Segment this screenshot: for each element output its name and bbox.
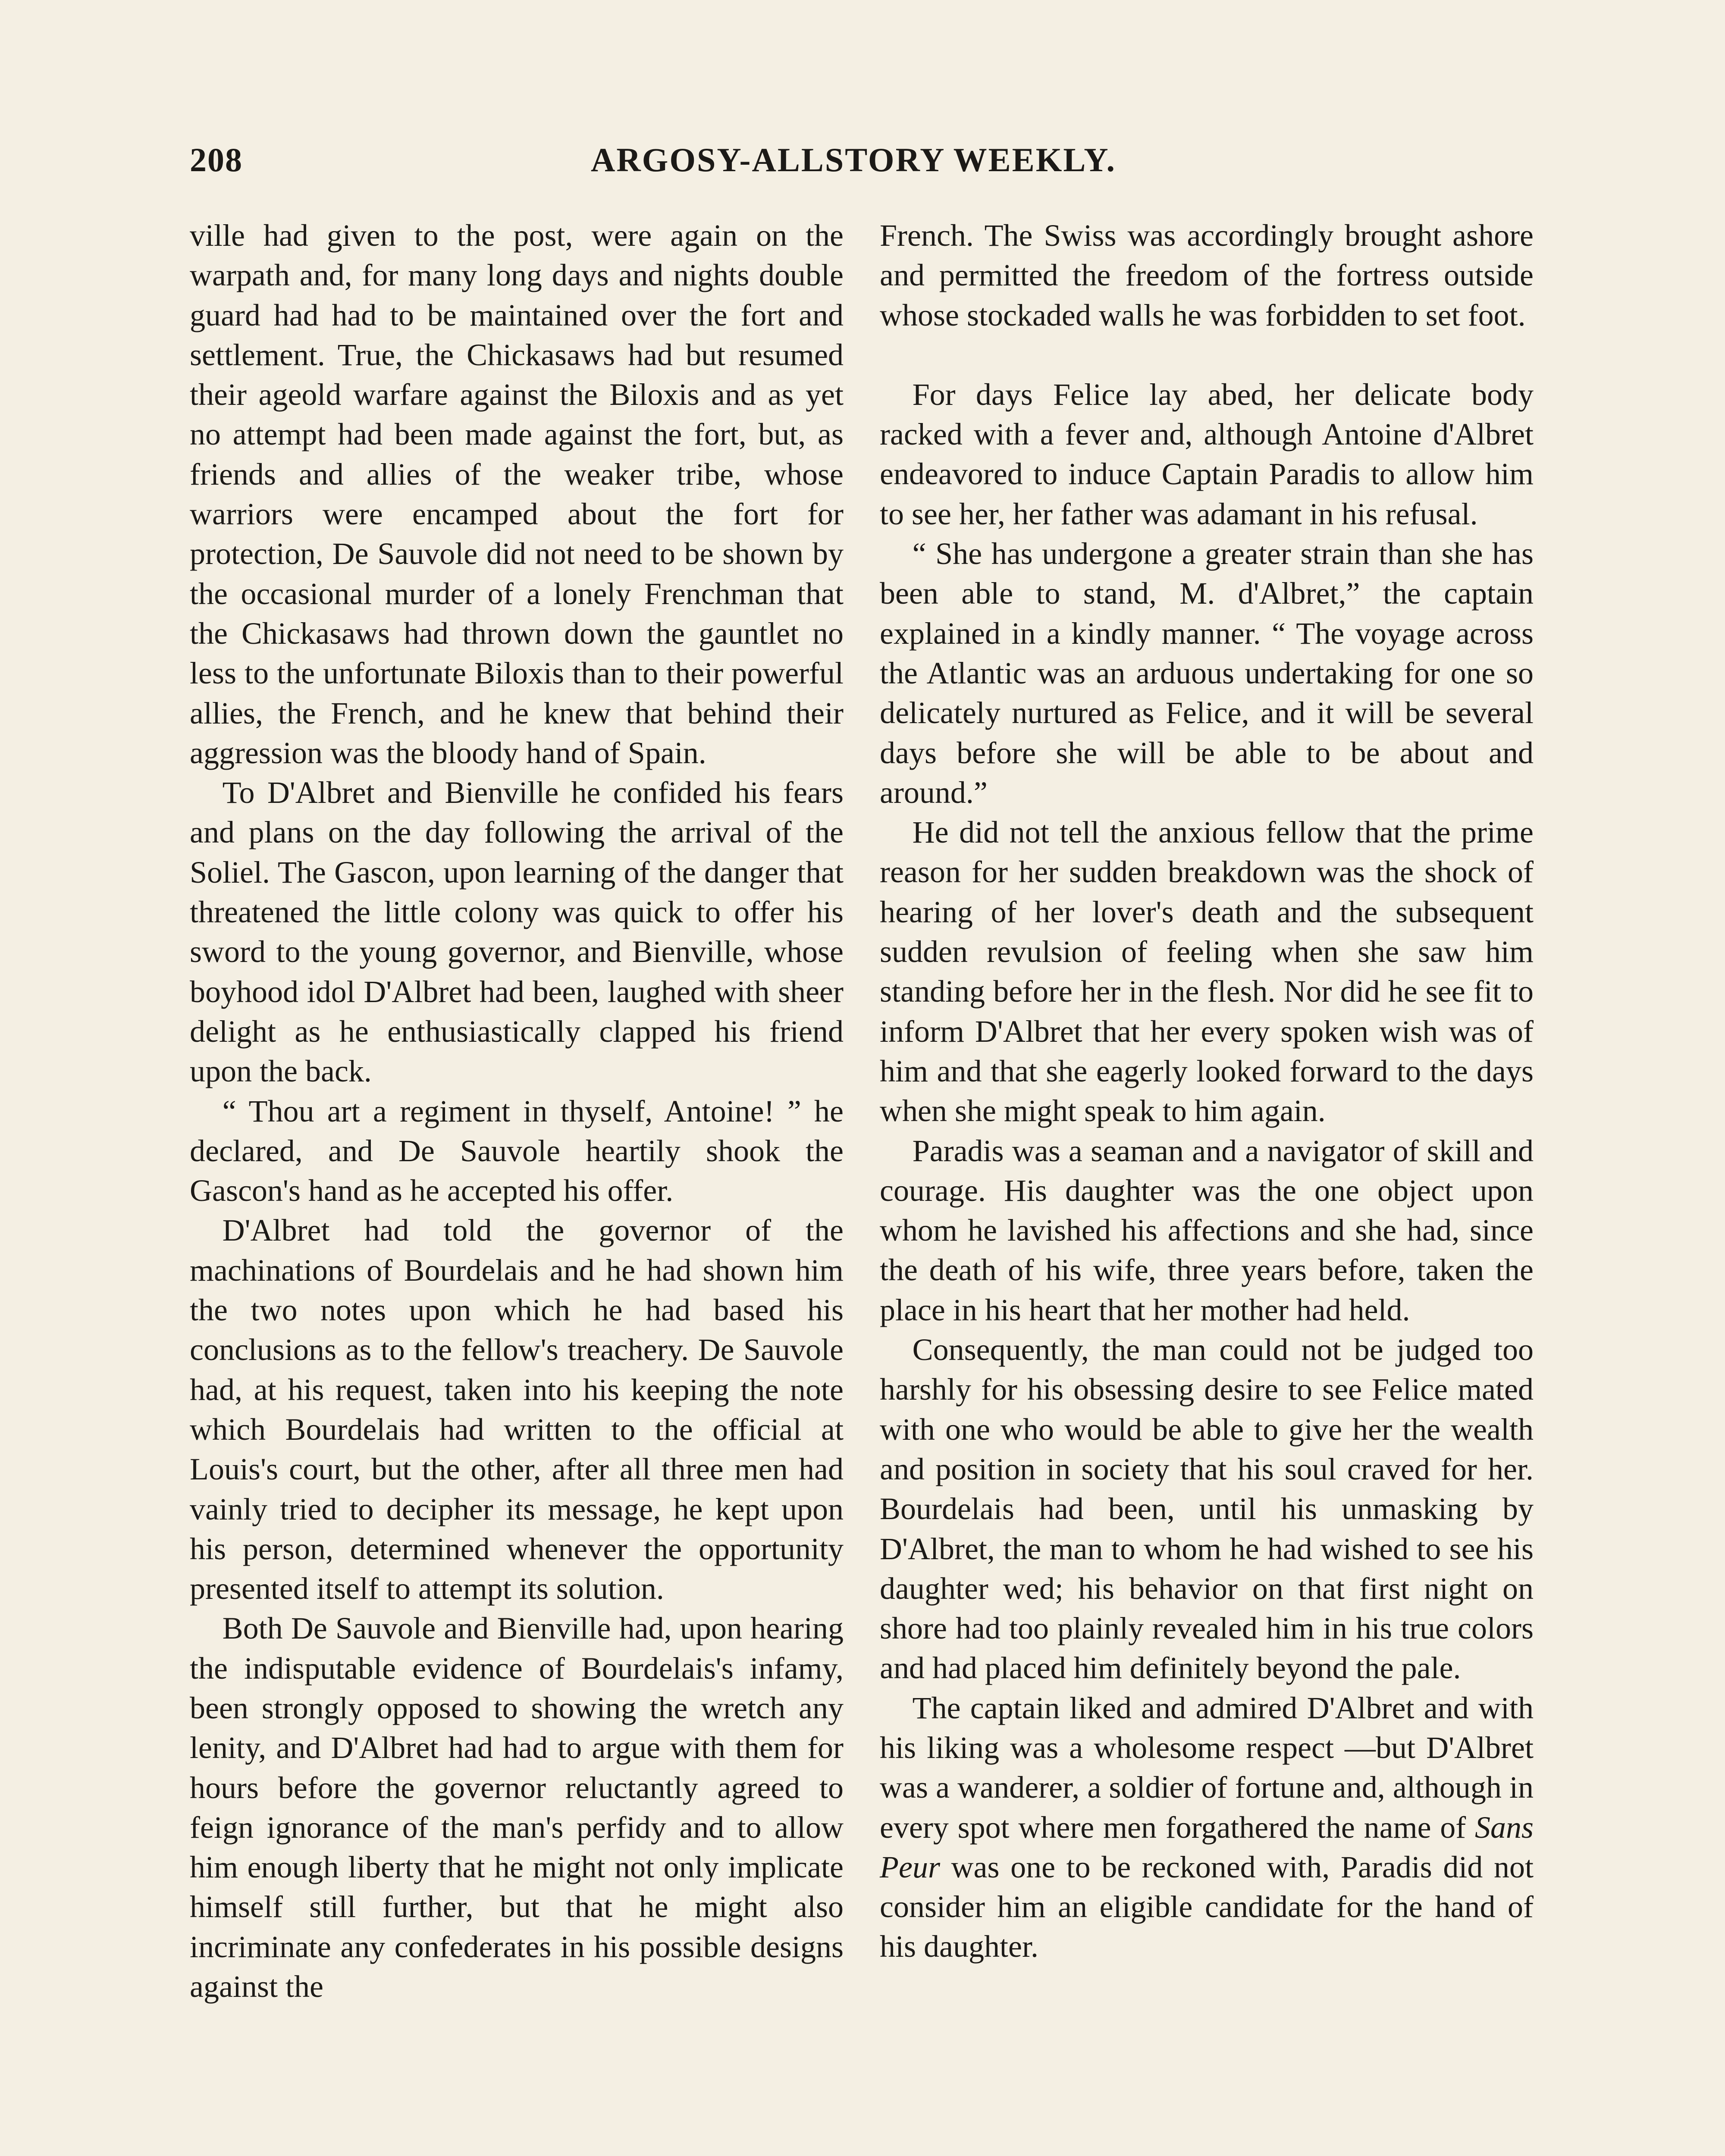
paragraph: For days Felice lay abed, her delicate body racked with a fever and, although Antoine d'Albret endeavored to induce Captain Paradis to allow him to see her, her father was adamant in his refusal. [880,377,1534,531]
paragraph: “ Thou art a regiment in thyself, Antoine! ” he declared, and De Sauvole heartily shook the Gascon's hand as he accepted his offer. [190,1094,844,1208]
right-column [880,216,1534,1967]
paragraph-text: The captain liked and admired D'Albret and with his liking was a wholesome respect —but D'Albret was a wanderer, a soldier of fortune and, although in every spot where men forgathered the name of [880,1690,1534,1845]
paragraph: He did not tell the anxious fellow that the prime reason for her sudden breakdown was the shock of hearing of her lover's death and the subsequent sudden revulsion of feeling when she saw him standing before her in the flesh. Nor did he see fit to inform D'Albret that her every spoken wish was of him and that she eagerly looked forward to the days when she might speak to him again. [880,815,1534,1128]
page-number: 208 [190,141,243,179]
paragraph: French. The Swiss was accordingly brought ashore and permitted the freedom of the fortress outside whose stockaded walls he was forbidden to set foot. [880,218,1534,332]
italic-phrase: Sans Peur [880,1810,1534,1884]
left-column [190,216,844,2006]
paragraph: D'Albret had told the governor of the machinations of Bourdelais and he had shown him the two notes upon which he had based his conclusions as to the fellow's treachery. De Sauvole had, at his request, taken into his keeping the note which Bourdelais had written to the official at Louis's court, but the other, after all three men had vainly tried to decipher its message, he kept upon his person, determined whenever the opportunity presented itself to attempt its solution. [190,1213,844,1606]
page-header [190,141,1522,188]
paragraph-text: was one to be reckoned with, Paradis did not consider him an eligible candidate for the hand of his daughter. [880,1849,1534,1964]
paragraph: Both De Sauvole and Bienville had, upon hearing the indisputable evidence of Bourdelais's infamy, been strongly opposed to showing the wretch any lenity, and D'Albret had had to argue with them for hours before the governor reluctantly agreed to feign ignorance of the man's perfidy and to allow him enough liberty that he might not only implicate himself still further, but that he might also incriminate any confederates in his possible designs against the [190,1611,844,2004]
paragraph [880,1688,1534,1967]
running-title: ARGOSY-ALLSTORY WEEKLY. [591,141,1116,179]
paragraph: To D'Albret and Bienville he confided his fears and plans on the day following the arrival of the Soliel. The Gascon, upon learning of the danger that threatened the little colony was quick to offer his sword to the young governor, and Bienville, whose boyhood idol D'Albret had been, laughed with sheer delight as he enthusiastically clapped his friend upon the back. [190,775,844,1089]
paragraph: Consequently, the man could not be judged too harshly for his obsessing desire to see Felice mated with one who would be able to give her the wealth and position in society that his soul craved for her. Bourdelais had been, until his unmasking by D'Albret, the man to whom he had wished to see his daughter wed; his behavior on that first night on shore had too plainly revealed him in his true colors and had placed him definitely beyond the pale. [880,1332,1534,1686]
paragraph: Paradis was a seaman and a navigator of skill and courage. His daughter was the one object upon whom he lavished his affections and she had, since the death of his wife, three years before, taken the place in his heart that her mother had held. [880,1133,1534,1327]
paragraph: “ She has undergone a greater strain than she has been able to stand, M. d'Albret,” the captain explained in a kindly manner. “ The voyage across the Atlantic was an arduous undertaking for one so delicately nurtured as Felice, and it will be several days before she will be able to be about and around.” [880,536,1534,810]
paragraph: ville had given to the post, were again on the warpath and, for many long days and nights double guard had had to be maintained over the fort and settlement. True, the Chickasaws had but resumed their ageold warfare against the Biloxis and as yet no attempt had been made against the fort, but, as friends and allies of the weaker tribe, whose warriors were encamped about the fort for protection, De Sauvole did not need to be shown by the occasional murder of a lonely Frenchman that the Chickasaws had thrown down the gauntlet no less to the unfortunate Biloxis than to their powerful allies, the French, and he knew that behind their aggression was the bloody hand of Spain. [190,218,844,770]
